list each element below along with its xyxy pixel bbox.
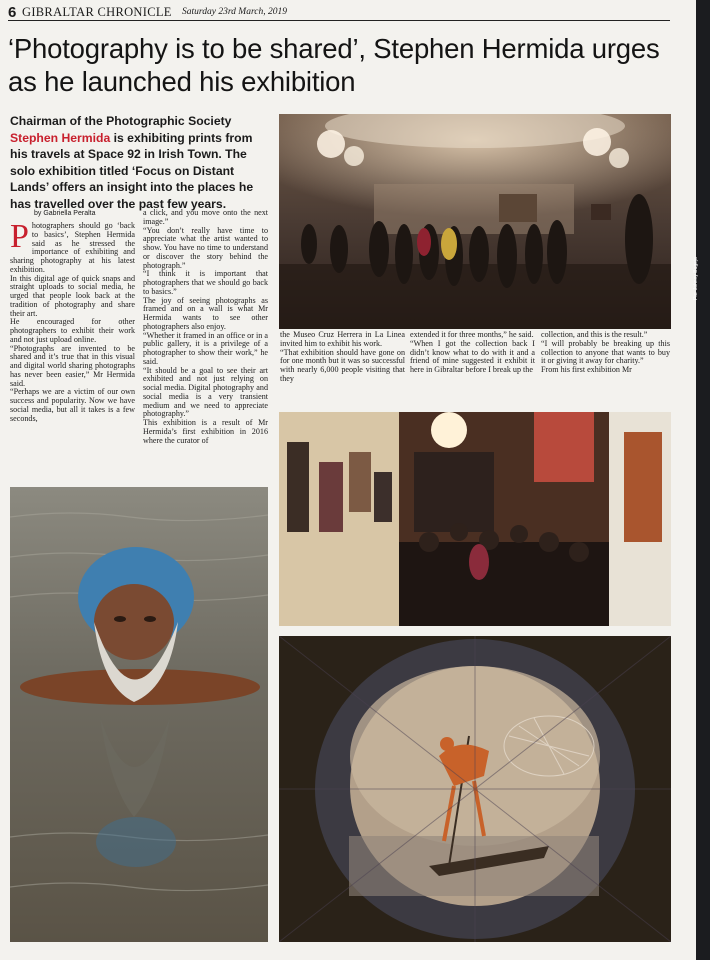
- standfirst: [10, 113, 272, 212]
- turban-man-image: [10, 487, 268, 942]
- headline: ‘Photography is to be shared’, Stephen Hermida urges as he launched his exhibition: [8, 33, 660, 97]
- byline: by Gabriella Peralta: [34, 210, 96, 217]
- paragraph: collection, and this is the result.”: [541, 330, 648, 339]
- article-column-3: [280, 331, 405, 384]
- fisherman-net-photo: [279, 636, 671, 942]
- paragraph: “Whether it framed in an office or in a public gallery, it is a privilege of a photographer to show their work,” he said.: [143, 330, 268, 366]
- paragraph: the Museo Cruz Herrera in La Linea invited him to exhibit his work.: [280, 330, 405, 348]
- article-column-5: [541, 331, 670, 375]
- paragraph: From his first exhibition Mr: [541, 365, 632, 374]
- gallery-crowd-image: [279, 412, 671, 626]
- page-number: 6: [8, 4, 17, 21]
- paragraph: He encouraged for other photographers to exhibit their work and not just upload online.: [10, 317, 135, 344]
- standfirst-body: is exhibiting prints from his travels at Space 92 in Irish Town. The solo exhibition titled ‘Focus on Distant Lands’ offers an insight into the places he has travelled over the past few years.: [10, 130, 254, 211]
- paragraph: This exhibition is a result of Mr Hermida’s first exhibition in 2016 where the curator of: [143, 418, 268, 445]
- paragraph: In this digital age of quick snaps and straight uploads to social media, he urged that people look back at the tradition of photography and share their art.: [10, 273, 135, 318]
- article-column-4: [410, 331, 535, 375]
- paragraph: “It should be a goal to see their art exhibited and not just relying on social media. Digital photography and social media is a very transient medium and we need to appreciate photography.”: [143, 365, 268, 419]
- photo-credit: Pic: Johnny Bugeja: [693, 257, 699, 300]
- exhibition-room-image: [279, 114, 671, 329]
- paragraph: “I think it is important that photographers that we should go back to basics.”: [143, 269, 268, 296]
- turban-man-portrait-photo: [10, 487, 268, 942]
- paragraph: “Perhaps we are a victim of our own success and popularity. Now we have social media, but all it takes is a few seconds,: [10, 387, 135, 423]
- article-column-2: [143, 209, 268, 445]
- fisherman-net-image: [279, 636, 671, 942]
- paragraph: “Photographs are invented to be shared and it’s true that in this visual and digital world sharing photographs has never been easier,” Mr Hermida said.: [10, 343, 135, 388]
- paragraph: The joy of seeing photographs as framed and on a wall is what Mr Hermida wants to see other photographers also enjoy.: [143, 295, 268, 331]
- issue-date: Saturday 23rd March, 2019: [182, 7, 288, 17]
- paragraph: a click, and you move onto the next image.”: [143, 208, 268, 226]
- publication-name: GIBRALTAR CHRONICLE: [22, 5, 172, 19]
- paragraph: “When I got the collection back I didn’t know what to do with it and a friend of mine suggested it exhibit it here in Gibraltar before I break up the: [410, 338, 535, 374]
- paragraph: “You don’t really have time to appreciate what the artist wanted to show. You have no time to understand or discover the story behind the photograph.”: [143, 225, 268, 270]
- exhibition-room-photo: [279, 114, 671, 329]
- paragraph: “I will probably be breaking up this collection to anyone that wants to buy it or giving it away for charity.”: [541, 338, 670, 366]
- drop-cap: P: [10, 218, 29, 255]
- standfirst-name: Stephen Hermida: [10, 130, 111, 145]
- paragraph: extended it for three months,” he said.: [410, 330, 534, 339]
- gallery-crowd-photo: [279, 412, 671, 626]
- article-column-1: [10, 218, 135, 423]
- masthead: [8, 4, 670, 21]
- standfirst-lead: Chairman of the Photographic Society: [10, 114, 232, 128]
- paragraph: Photographers should go ‘back to basics’, Stephen Hermida said as he stressed the importance of exhibiting and sharing photography at his latest exhibition.: [10, 218, 135, 274]
- page-edge: [696, 0, 710, 960]
- paragraph: “That exhibition should have gone on for one month but it was so successful with nearly 6,000 people visiting that they: [280, 347, 405, 383]
